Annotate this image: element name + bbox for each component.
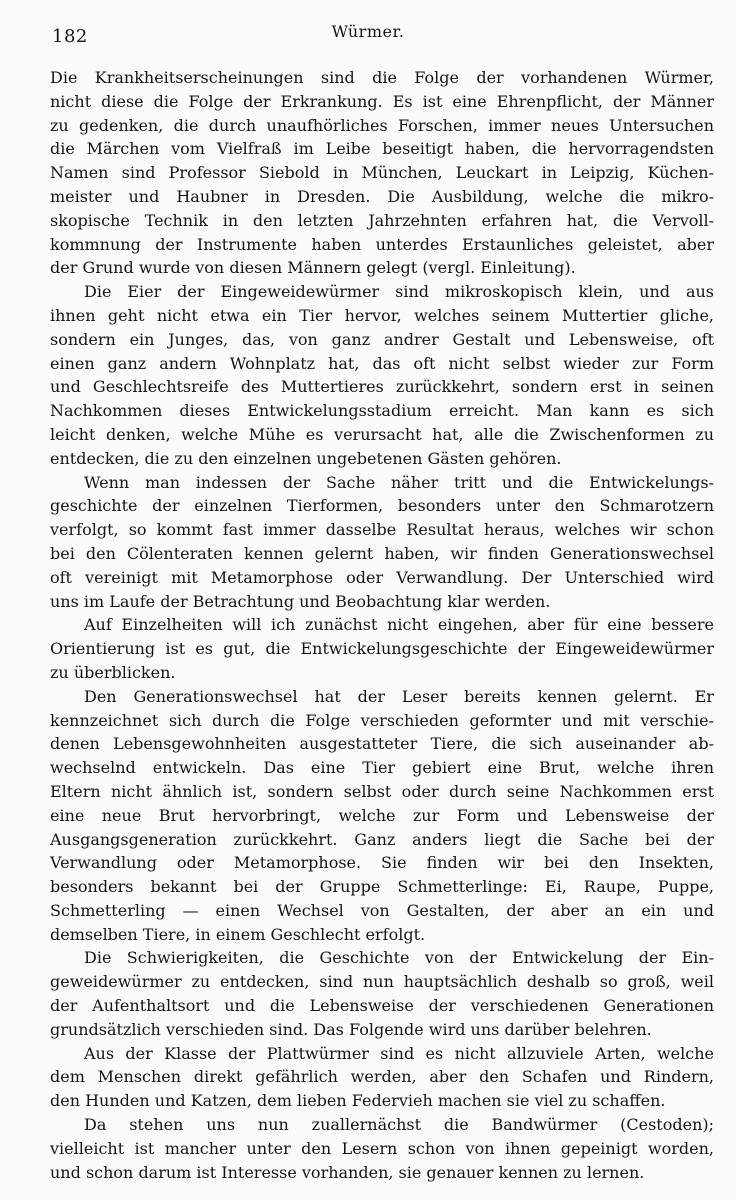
paragraph (50, 946, 714, 1041)
text-line: nicht diese die Folge der Erkrankung. Es ist eine Ehrenpflicht, der Männer (50, 91, 714, 111)
text-line: und schon darum ist Interesse vorhanden, sie genauer kennen zu lernen. (50, 1162, 645, 1182)
text-line: Die Schwierigkeiten, die Geschichte von der Entwickelung der Ein- (84, 948, 714, 968)
text-line: einen ganz andern Wohnplatz hat, das oft nicht selbst wieder zur Form (50, 353, 714, 373)
text-line: Auf Einzelheiten will ich zunächst nicht eingehen, aber für eine bessere (84, 615, 714, 635)
text-line: kennzeichnet sich durch die Folge verschieden geformter und mit verschie- (50, 710, 714, 730)
body-text (50, 66, 714, 1184)
paragraph (50, 280, 714, 470)
text-line: geschichte der einzelnen Tierformen, besonders unter den Schmarotzern (50, 496, 714, 516)
text-line: skopische Technik in den letzten Jahrzehnten erfahren hat, die Vervoll- (50, 210, 714, 230)
text-line: Wenn man indessen der Sache näher tritt und die Entwickelungs- (84, 472, 714, 492)
text-line: den Hunden und Katzen, dem lieben Federvieh machen sie viel zu schaffen. (50, 1091, 666, 1111)
text-line: zu gedenken, die durch unaufhörliches Forschen, immer neues Untersuchen (50, 115, 714, 135)
text-line: Aus der Klasse der Plattwürmer sind es nicht allzuviele Arten, welche (84, 1043, 714, 1063)
paragraph (50, 471, 714, 614)
text-line: der Grund wurde von diesen Männern gelegt (vergl. Einleitung). (50, 258, 576, 278)
text-line: Orientierung ist es gut, die Entwickelungsgeschichte der Eingeweidewürmer (50, 639, 714, 659)
text-line: geweidewürmer zu entdecken, sind nun hauptsächlich deshalb so groß, weil (50, 972, 714, 992)
text-line: besonders bekannt bei der Gruppe Schmetterlinge: Ei, Raupe, Puppe, (50, 877, 714, 897)
text-line: Die Eier der Eingeweidewürmer sind mikroskopisch klein, und aus (84, 282, 714, 302)
text-line: bei den Cölenteraten kennen gelernt haben, wir finden Generationswechsel (50, 543, 714, 563)
text-line: verfolgt, so kommt fast immer dasselbe Resultat heraus, welches wir schon (50, 520, 714, 540)
text-line: Nachkommen dieses Entwickelungsstadium erreicht. Man kann es sich (50, 401, 714, 421)
text-line: dem Menschen direkt gefährlich werden, aber den Schafen und Rindern, (50, 1067, 714, 1087)
text-line: Eltern nicht ähnlich ist, sondern selbst oder durch seine Nachkommen erst (50, 781, 714, 801)
text-line: eine neue Brut hervorbringt, welche zur Form und Lebensweise der (50, 805, 714, 825)
paragraph (50, 613, 714, 684)
text-line: Den Generationswechsel hat der Leser bereits kennen gelernt. Er (84, 686, 714, 706)
text-line: sondern ein Junges, das, von ganz andrer Gestalt und Lebensweise, oft (50, 329, 714, 349)
page-number: 182 (52, 26, 88, 47)
paragraph (50, 1113, 714, 1184)
text-line: wechselnd entwickeln. Das eine Tier gebiert eine Brut, welche ihren (50, 758, 714, 778)
text-line: vielleicht ist mancher unter den Lesern schon von ihnen gepeinigt worden, (50, 1138, 714, 1158)
text-line: ihnen geht nicht etwa ein Tier hervor, welches seinem Muttertier gliche, (50, 305, 714, 325)
text-line: grundsätzlich verschieden sind. Das Folgende wird uns darüber belehren. (50, 1019, 652, 1039)
text-line: oft vereinigt mit Metamorphose oder Verwandlung. Der Unterschied wird (50, 567, 714, 587)
text-line: entdecken, die zu den einzelnen ungebetenen Gästen gehören. (50, 448, 562, 468)
text-line: Die Krankheitserscheinungen sind die Folge der vorhandenen Würmer, (50, 68, 714, 87)
text-line: Da stehen uns nun zuallernächst die Bandwürmer (Cestoden); (84, 1115, 714, 1135)
text-line: Schmetterling — einen Wechsel von Gestalten, der aber an ein und (50, 900, 714, 920)
text-line: und Geschlechtsreife des Muttertieres zurückkehrt, sondern erst in seinen (50, 377, 714, 397)
text-line: kommnung der Instrumente haben unterdes Erstaunliches geleistet, aber (50, 234, 714, 254)
paragraph (50, 685, 714, 947)
text-line: uns im Laufe der Betrachtung und Beobachtung klar werden. (50, 591, 551, 611)
paragraph (50, 1042, 714, 1113)
text-line: Ausgangsgeneration zurückkehrt. Ganz anders liegt die Sache bei der (50, 829, 714, 849)
text-line: demselben Tiere, in einem Geschlecht erfolgt. (50, 924, 426, 944)
text-line: die Märchen vom Vielfraß im Leibe beseitigt haben, die hervorragendsten (50, 139, 714, 159)
text-line: der Aufenthaltsort und die Lebensweise der verschiedenen Generationen (50, 996, 714, 1016)
text-line: leicht denken, welche Mühe es verursacht hat, alle die Zwischenformen zu (50, 424, 714, 444)
paragraph (50, 66, 714, 280)
running-head: Würmer. (331, 22, 405, 41)
text-line: denen Lebensgewohnheiten ausgestatteter Tiere, die sich auseinander ab- (50, 734, 714, 754)
text-line: meister und Haubner in Dresden. Die Ausbildung, welche die mikro- (50, 186, 714, 206)
text-line: Verwandlung oder Metamorphose. Sie finden wir bei den Insekten, (50, 853, 714, 873)
text-line: Namen sind Professor Siebold in München, Leuckart in Leipzig, Küchen- (50, 163, 714, 183)
text-line: zu überblicken. (50, 662, 176, 682)
